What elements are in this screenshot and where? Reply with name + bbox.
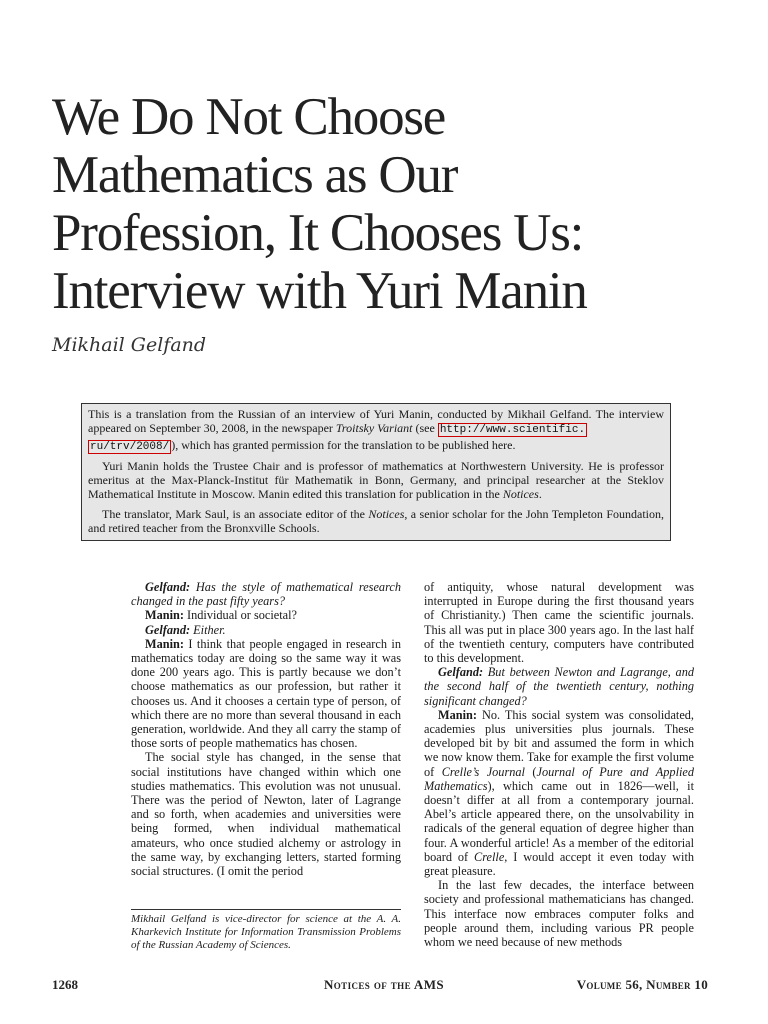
intro-paragraph xyxy=(88,459,664,502)
speaker-label: Gelfand: xyxy=(438,665,484,680)
question-paragraph xyxy=(424,665,694,708)
speaker-label: Gelfand: xyxy=(145,580,191,594)
journal-name: Crelle xyxy=(474,849,505,864)
running-footer-volume: Volume 56, Number 10 xyxy=(576,977,708,992)
body-paragraph: The social style has changed, in the sense that social institutions have changed within which one studies mathematics. This evolution was not unusual. There was the period of Newton, later of Lagrange and so forth, when academies and universities were being formed, when individual mathematical amateurs, who once studied alchemy or astrology in the same way, by exchanging letters, started forming social structures. (I omit the period xyxy=(131,750,401,879)
running-footer-journal: Notices of the AMS xyxy=(323,977,445,992)
body-column-left xyxy=(131,580,401,878)
title-line: Mathematics as Our xyxy=(52,146,458,204)
question-text: Has the style of mathematical research changed in the past fifty years? xyxy=(131,580,402,609)
answer-text: No. This social system was consolidated, academies plus universities plus journals. These developed bit by bit and assumed the form in which we now know them. Take for example the first volume of xyxy=(424,707,695,779)
question-paragraph xyxy=(131,623,401,637)
body-paragraph: of antiquity, whose natural development was interrupted in Europe during the first thousand years of Christianity.) Then came the scientific journals. This all was put in place 300 years ago. In the last half of the twentieth century, computers have contributed to this development. xyxy=(424,580,694,666)
url-part[interactable]: http://www.scientific. xyxy=(439,424,586,437)
intro-text: Yuri Manin holds the Trustee Chair and is professor of mathematics at Northwestern University. He is professor emeritus at the Max-Planck-Institut für Mathematik in Bonn, Germany, and principal researcher at the Steklov Mathematical Institute in Moscow. Manin edited this translation for publication in the xyxy=(88,458,664,502)
title-line: We Do Not Choose xyxy=(52,88,446,146)
intro-box xyxy=(81,403,671,541)
title-line: Profession, It Chooses Us: xyxy=(52,204,584,262)
author-byline: Mikhail Gelfand xyxy=(52,334,207,356)
intro-text: ), which has granted permission for the translation to be published here. xyxy=(171,437,516,452)
author-footnote: Mikhail Gelfand is vice-director for science at the A. A. Kharkevich Institute for Information Transmission Problems of the Russian Academy of Sciences. xyxy=(131,913,401,951)
body-paragraph: In the last few decades, the interface between society and professional mathematicians has changed. This interface now embraces computer folks and people around them, including various PR people whom we need because of new methods xyxy=(424,878,694,950)
intro-paragraph xyxy=(88,407,664,454)
answer-text: I think that people engaged in research in mathematics today are doing so the same way it was done 200 years ago. This is partly because we don’t choose mathematics as our profession, but rather it chooses us. And it chooses a certain type of person, of which there are no more than several thousand in each generation, worldwide. And they all carry the stamp of those sorts of people mathematics has chosen. xyxy=(131,636,402,751)
question-text: Either. xyxy=(193,622,226,637)
footnote-rule xyxy=(131,909,401,910)
intro-paragraph xyxy=(88,507,664,536)
source-url-link[interactable] xyxy=(438,423,587,437)
title-line: Interview with Yuri Manin xyxy=(52,262,587,320)
body-column-right xyxy=(424,580,694,949)
answer-paragraph xyxy=(424,708,694,878)
answer-text: ), which came out in 1826—well, it doesn’t differ at all from a contemporary journal. Abel’s article appeared there, on the unsolvability in radicals of the general equation of degree higher than four. A wonderful article! As a member of the editorial board of xyxy=(424,778,694,864)
answer-paragraph xyxy=(131,608,401,622)
intro-text: , a senior scholar for the John Templeton Foundation, and retired teacher from the Bronxville Schools. xyxy=(88,506,665,536)
journal-name: Crelle’s Journal xyxy=(441,764,525,779)
intro-text: This is a translation from the Russian of an interview of Yuri Manin, conducted by Mikhail Gelfand. The interview appeared on September 30, 2008, in the newspaper xyxy=(88,407,664,436)
intro-text: (see xyxy=(412,421,438,436)
answer-text: Individual or societal? xyxy=(187,608,297,623)
intro-text: . xyxy=(538,487,542,502)
speaker-label: Gelfand: xyxy=(145,622,191,637)
answer-paragraph xyxy=(131,637,401,751)
intro-text: The translator, Mark Saul, is an associate editor of the xyxy=(102,506,369,521)
question-text: But between Newton and Lagrange, and the second half of the twentieth century, nothing significant changed? xyxy=(424,665,694,708)
speaker-label: Manin: xyxy=(438,707,477,722)
url-part[interactable]: ru/trv/2008/ xyxy=(90,440,170,453)
journal-name: Journal of Pure and Applied Mathematics xyxy=(424,764,695,793)
source-url-link[interactable] xyxy=(88,440,171,454)
newspaper-name: Troitsky Variant xyxy=(335,421,413,436)
answer-text: ( xyxy=(524,764,537,779)
question-paragraph xyxy=(131,580,401,608)
page-number: 1268 xyxy=(52,977,78,992)
journal-name: Notices xyxy=(368,506,405,521)
answer-text: , I would accept it even today with great pleasure. xyxy=(424,849,695,879)
journal-name: Notices xyxy=(502,487,539,502)
article-title xyxy=(52,88,712,320)
speaker-label: Manin: xyxy=(145,608,184,623)
speaker-label: Manin: xyxy=(145,636,184,651)
